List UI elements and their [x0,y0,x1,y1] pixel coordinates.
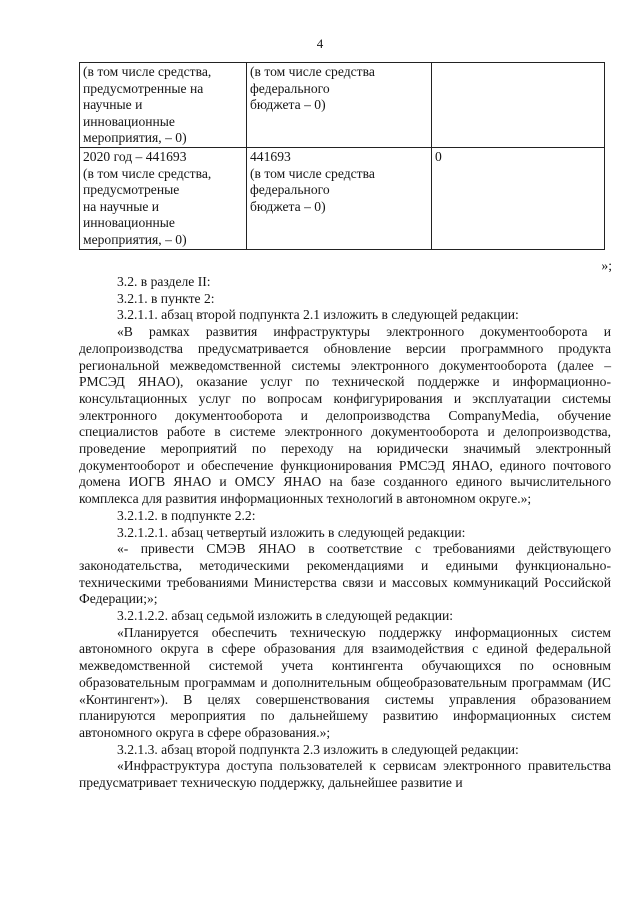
table-cell [80,147,247,249]
cell-line: (в том числе средства, [83,64,212,79]
cell-line: предусмотреные [83,182,180,198]
cell-line: 0 [435,148,442,164]
cell-line: 441693 [250,148,291,164]
table-cell [247,63,432,148]
table-row [80,63,605,148]
cell-line: 2020 год – 441693 [83,148,187,164]
page-number: 4 [316,36,324,51]
paragraph: 3.2.1. в пункте 2: [117,290,215,306]
cell-line: (в том числе средства [250,165,375,181]
cell-line: (в том числе средства [250,64,375,79]
cell-line: научные и [83,97,143,113]
paragraph: 3.2. в разделе II: [117,274,211,289]
paragraph: «Инфраструктура доступа пользователей к сервисам электронного правительства предусматривает техническую поддержку, дальнейшее развитие и [79,758,611,791]
table-cell [432,63,605,148]
cell-line: (в том числе средства, [83,165,212,181]
cell-line: предусмотренные на [83,80,204,96]
paragraph: 3.2.1.1. абзац второй подпункта 2.1 изложить в следующей редакции: [117,307,519,323]
budget-table [79,62,605,250]
closing-quote: »; [601,258,612,273]
paragraph: 3.2.1.2.2. абзац седьмой изложить в следующей редакции: [117,608,454,624]
cell-line: федерального [250,182,330,198]
cell-line: инновационные [83,215,175,231]
cell-line: федерального [250,80,330,96]
paragraph: 3.2.1.2. в подпункте 2.2: [117,507,256,523]
cell-line: бюджета – 0) [250,198,326,214]
paragraph: 3.2.1.3. абзац второй подпункта 2.3 изложить в следующей редакции: [117,741,519,757]
paragraph: 3.2.1.2.1. абзац четвертый изложить в следующей редакции: [117,524,466,540]
cell-line: на научные и [83,198,160,214]
cell-line: мероприятия, – 0) [83,231,187,247]
paragraph: «В рамках развития инфраструктуры электронного документооборота и делопроизводства предусматривается обновление версии программного продукта региональной межведомственной системы электронного документооборота (далее – РМСЭД ЯНАО), оказание услуг по технической поддержке и информационно-консультационных услуг по вопросам конфигурирования и эксплуатации системы электронного документооборота и делопроизводства CompanyMedia, обучение специалистов работе в системе электронного документооборота и делопроизводства, проведение мероприятий по переходу на юридически значимый электронный документооборот и обеспечение функционирования РМСЭД ЯНАО, единого почтового домена ИОГВ ЯНАО и ОМСУ ЯНАО на базе созданного единого вычислительного комплекса для развития информационных технологий в автономном округе.»; [79,324,611,507]
table-cell [80,63,247,148]
body-text [79,274,611,792]
cell-line: бюджета – 0) [250,97,326,113]
cell-line: инновационные [83,113,175,129]
table-cell [247,147,432,249]
table-row [80,147,605,249]
paragraph: «Планируется обеспечить техническую поддержку информационных систем автономного округа в сфере образования для взаимодействия с единой федеральной межведомственной системой учета контингента обучающихся по основным образовательным программам и дополнительным общеобразовательным программам (ИС «Контингент»). В целях совершенствования системы управления образованием планируются мероприятия по дальнейшему развитию информационных систем автономного округа в сфере образования.»; [79,624,611,740]
table-cell [432,147,605,249]
paragraph: «- привести СМЭВ ЯНАО в соответствие с требованиями действующего законодательства, методическими рекомендациями и едиными функционально-техническими требованиями Министерства связи и массовых коммуникаций Российской Федерации;»; [79,541,611,607]
cell-line: мероприятия, – 0) [83,130,187,146]
